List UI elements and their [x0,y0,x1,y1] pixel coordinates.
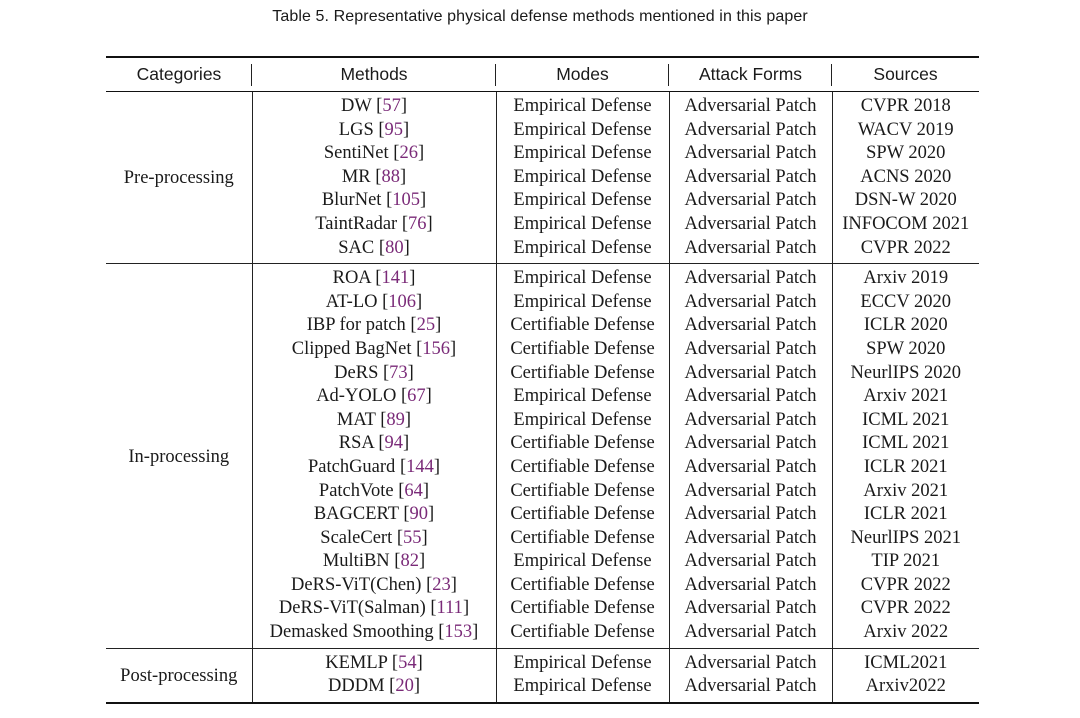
source-cell: Arxiv 2019 [863,268,949,289]
table-row [106,264,979,291]
attack-form-cell: Adversarial Patch [669,456,832,480]
source-cell: INFOCOM 2021 [842,213,970,234]
citation-link[interactable]: 88 [381,166,400,187]
method-name: LGS [338,119,374,140]
mode-cell: Empirical Defense [496,92,669,119]
method-name: PatchVote [318,480,394,501]
attack-form-cell: Adversarial Patch [669,432,832,456]
table-caption: Table 5. Representative physical defense methods mentioned in this paper [272,8,808,25]
source-cell: CVPR 2022 [860,598,951,619]
mode-cell: Empirical Defense [496,142,669,166]
method-cell: AT-LO [106] [252,291,496,315]
citation-link[interactable]: 20 [395,676,414,697]
citation-link[interactable]: 89 [386,409,405,430]
method-cell: PatchVote [64] [252,480,496,504]
citation-link[interactable]: 64 [404,480,423,501]
citation-link[interactable]: 82 [400,551,419,572]
source-cell: Arxiv 2022 [832,621,979,648]
mode-cell: Empirical Defense [496,291,669,315]
table-body [106,92,979,703]
mode-cell: Certifiable Defense [496,338,669,362]
attack-form-cell: Adversarial Patch [669,166,832,190]
method-cell: RSA [94] [252,432,496,456]
mode-cell: Certifiable Defense [496,597,669,621]
mode-cell: Certifiable Defense [496,574,669,598]
attack-form-cell: Adversarial Patch [669,574,832,598]
attack-form-cell: Adversarial Patch [669,648,832,675]
method-cell: SentiNet [26] [252,142,496,166]
method-cell: DeRS-ViT(Chen) [23] [252,574,496,598]
method-name: MultiBN [322,551,390,572]
method-cell: TaintRadar [76] [252,213,496,237]
method-name: Clipped BagNet [291,338,412,359]
attack-form-cell: Adversarial Patch [669,314,832,338]
mode-cell: Empirical Defense [496,213,669,237]
citation-link[interactable]: 141 [381,268,410,289]
method-name: MAT [336,409,376,430]
method-name: RSA [338,433,374,454]
defense-methods-table [106,56,979,704]
mode-cell: Certifiable Defense [496,432,669,456]
source-cell: SPW 2020 [866,338,946,359]
header-methods: Methods [252,57,496,92]
mode-cell: Certifiable Defense [496,480,669,504]
table-row [106,92,979,119]
source-cell: NeurlIPS 2020 [850,362,961,383]
attack-form-cell: Adversarial Patch [669,291,832,315]
mode-cell: Certifiable Defense [496,314,669,338]
citation-link[interactable]: 156 [422,338,451,359]
method-cell: BAGCERT [90] [252,503,496,527]
mode-cell: Certifiable Defense [496,621,669,648]
mode-cell: Empirical Defense [496,119,669,143]
method-cell: MAT [89] [252,409,496,433]
source-cell: ICLR 2021 [863,504,948,525]
method-cell: DeRS [73] [252,362,496,386]
method-cell: MultiBN [82] [252,550,496,574]
attack-form-cell: Adversarial Patch [669,362,832,386]
mode-cell: Empirical Defense [496,409,669,433]
attack-form-cell: Adversarial Patch [669,338,832,362]
method-name: KEMLP [325,652,388,673]
source-cell: ICLR 2020 [863,315,948,336]
attack-form-cell: Adversarial Patch [669,527,832,551]
method-name: DDDM [328,676,385,697]
source-cell: Arxiv2022 [865,676,946,697]
source-cell: ICML 2021 [862,409,950,430]
mode-cell: Certifiable Defense [496,456,669,480]
attack-form-cell: Adversarial Patch [669,92,832,119]
method-name: DeRS-ViT(Chen) [291,574,422,595]
method-name: DeRS [334,362,379,383]
method-cell: BlurNet [105] [252,189,496,213]
source-cell: DSN-W 2020 [854,190,957,211]
mode-cell: Empirical Defense [496,385,669,409]
header-categories: Categories [106,57,252,92]
method-cell: DDDM [20] [252,675,496,703]
attack-form-cell: Adversarial Patch [669,480,832,504]
source-cell: SPW 2020 [866,143,946,164]
citation-link[interactable]: 54 [398,652,417,673]
citation-link[interactable]: 25 [416,315,436,336]
header-sources: Sources [832,57,979,92]
citation-link[interactable]: 105 [392,190,420,211]
attack-form-cell: Adversarial Patch [669,621,832,648]
attack-form-cell: Adversarial Patch [669,550,832,574]
header-modes: Modes [496,57,669,92]
method-cell: IBP for patch [25] [252,314,496,338]
category-cell: Post-processing [106,648,252,703]
method-cell: ScaleCert [55] [252,527,496,551]
citation-link[interactable]: 94 [384,433,404,454]
method-name: ScaleCert [320,527,393,548]
method-name: AT-LO [325,291,378,312]
method-cell: PatchGuard [144] [252,456,496,480]
method-name: SAC [338,237,375,258]
source-cell: CVPR 2022 [860,574,951,595]
citation-link[interactable]: 57 [382,96,401,116]
attack-form-cell: Adversarial Patch [669,213,832,237]
method-name: DW [341,96,372,116]
method-cell: ROA [141] [252,264,496,291]
mode-cell: Certifiable Defense [496,503,669,527]
mode-cell: Empirical Defense [496,550,669,574]
source-cell: CVPR 2018 [860,96,951,116]
citation-link[interactable]: 111 [436,598,463,619]
method-name: BAGCERT [313,504,399,525]
attack-form-cell: Adversarial Patch [669,503,832,527]
source-cell: ICML 2021 [862,433,950,454]
method-cell: MR [88] [252,166,496,190]
mode-cell: Empirical Defense [496,166,669,190]
mode-cell: Empirical Defense [496,189,669,213]
citation-link[interactable]: 153 [444,622,473,643]
source-cell: CVPR 2022 [832,237,979,264]
method-cell: KEMLP [54] [252,648,496,675]
category-cell: Pre-processing [106,92,252,264]
header-attack-forms: Attack Forms [669,57,832,92]
citation-link[interactable]: 67 [407,386,426,407]
source-cell: TIP 2021 [871,551,941,572]
citation-link[interactable]: 144 [406,456,434,477]
citation-link[interactable]: 73 [389,362,408,383]
source-cell: NeurlIPS 2021 [850,527,961,548]
method-cell: Ad-YOLO [67] [252,385,496,409]
method-cell: DW [57] [252,92,496,119]
source-cell: ACNS 2020 [860,166,952,187]
method-name: SentiNet [323,143,389,164]
citation-link[interactable]: 80 [385,237,404,258]
citation-link[interactable]: 106 [388,291,417,312]
mode-cell: Certifiable Defense [496,362,669,386]
source-cell: ICML2021 [864,652,948,673]
method-cell: LGS [95] [252,119,496,143]
attack-form-cell: Adversarial Patch [669,119,832,143]
category-cell: In-processing [106,264,252,649]
source-cell: ECCV 2020 [860,291,952,312]
attack-form-cell: Adversarial Patch [669,597,832,621]
citation-link[interactable]: 95 [384,119,404,140]
source-cell: WACV 2019 [857,119,954,140]
method-name: ROA [332,268,371,289]
source-cell: ICLR 2021 [863,456,948,477]
method-cell: Clipped BagNet [156] [252,338,496,362]
attack-form-cell: Adversarial Patch [669,189,832,213]
mode-cell: Empirical Defense [496,648,669,675]
method-name: IBP for patch [306,315,406,336]
table-header-row [106,57,979,92]
source-cell: Arxiv 2021 [863,480,949,501]
method-name: Ad-YOLO [316,386,397,407]
table-row [106,648,979,675]
method-name: MR [341,166,371,187]
method-cell: SAC [80] [252,237,496,264]
method-name: PatchGuard [307,456,396,477]
citation-link[interactable]: 26 [399,143,418,164]
attack-form-cell: Adversarial Patch [669,264,832,291]
method-name: DeRS-ViT(Salman) [278,598,426,619]
attack-form-cell: Adversarial Patch [669,237,832,264]
method-name: BlurNet [321,190,382,211]
source-cell: Arxiv 2021 [863,386,949,407]
citation-link[interactable]: 90 [409,504,429,525]
mode-cell: Empirical Defense [496,264,669,291]
attack-form-cell: Adversarial Patch [669,142,832,166]
attack-form-cell: Adversarial Patch [669,385,832,409]
method-cell: Demasked Smoothing [153] [252,621,496,648]
mode-cell: Certifiable Defense [496,527,669,551]
mode-cell: Empirical Defense [496,237,669,264]
method-cell: DeRS-ViT(Salman) [111] [252,597,496,621]
mode-cell: Empirical Defense [496,675,669,703]
citation-link[interactable]: 23 [432,574,451,595]
method-name: Demasked Smoothing [269,622,434,643]
attack-form-cell: Adversarial Patch [669,675,832,703]
citation-link[interactable]: 76 [408,213,427,234]
method-name: TaintRadar [315,213,398,234]
attack-form-cell: Adversarial Patch [669,409,832,433]
citation-link[interactable]: 55 [403,527,422,548]
